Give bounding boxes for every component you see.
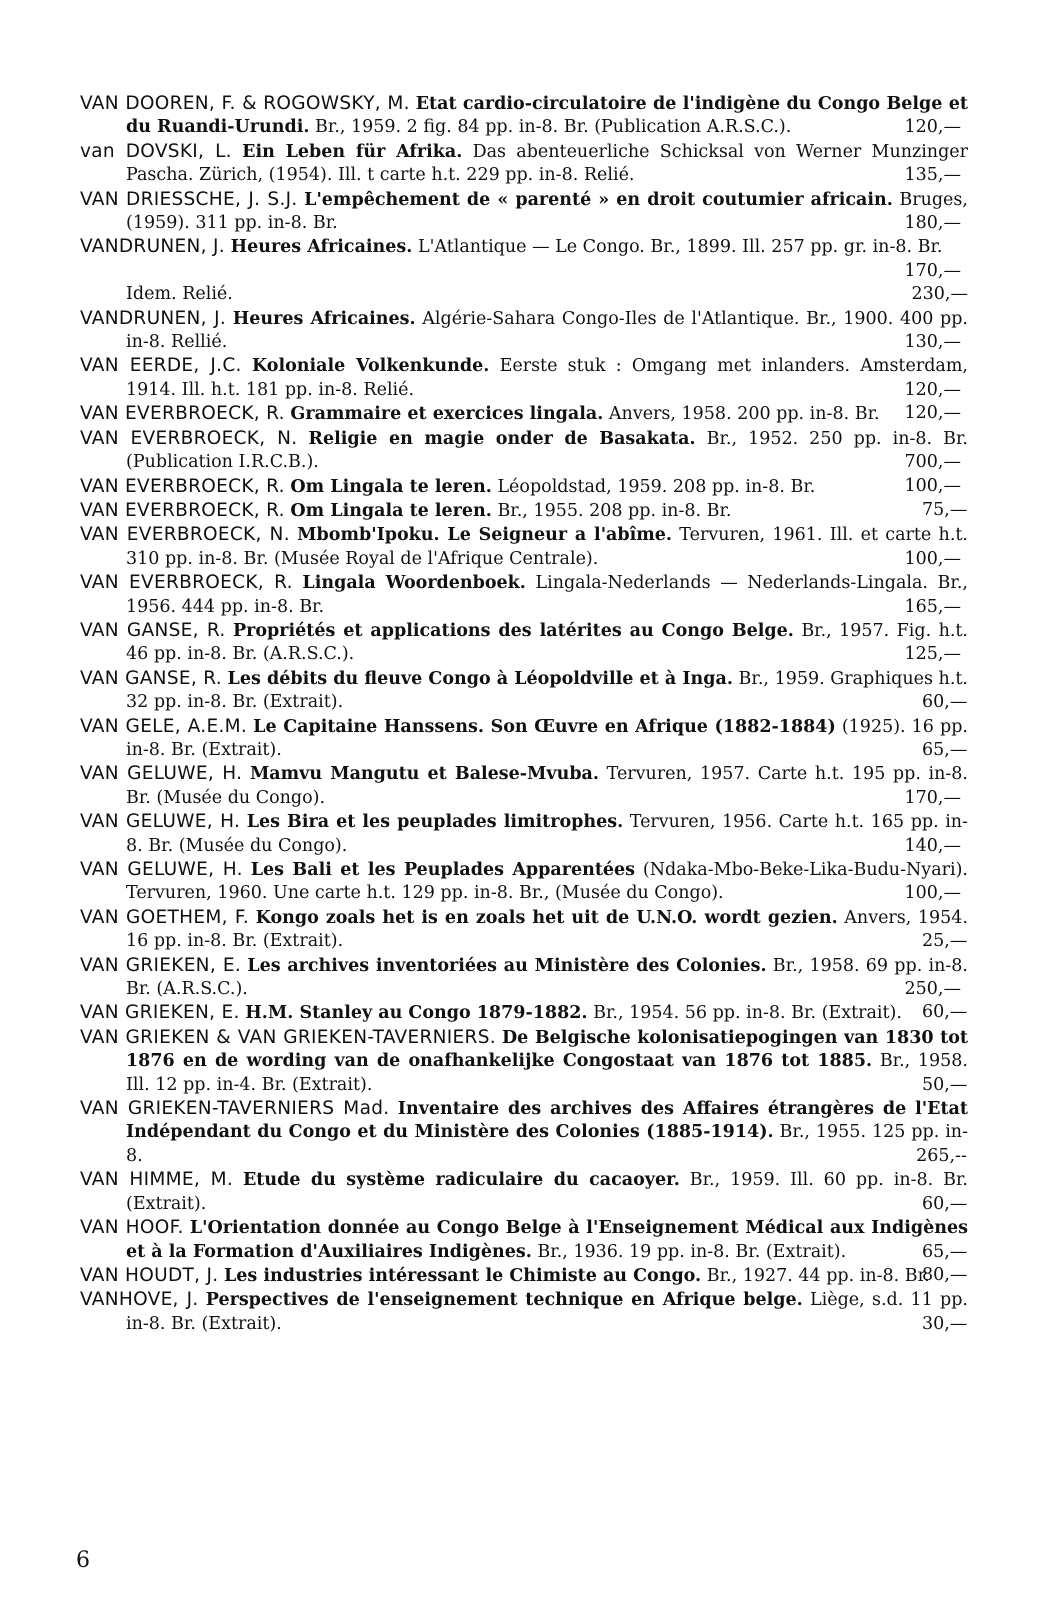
catalogue-entry xyxy=(80,619,968,667)
entry-author: VAN EVERBROECK, R. xyxy=(80,475,285,497)
entry-details: Br., 1936. 19 pp. in-8. Br. (Extrait). xyxy=(537,1241,847,1262)
catalogue-entry: VAN GOETHEM, F. Kongo zoals het is en zoals het uit de U.N.O. wordt gezien. Anvers, 1954. 16 pp. in-8. Br. (Extrait). 25,— xyxy=(80,906,968,952)
entry-title: L'empêchement de « parenté » en droit coutumier africain. xyxy=(304,189,893,210)
entry-details: Br., 1959. Ill. 60 pp. in-8. Br. (Extrait). xyxy=(126,1170,968,1214)
entry-title: Koloniale Volkenkunde. xyxy=(251,356,490,377)
entry-author: VAN GANSE, R. xyxy=(80,619,226,641)
entry-author: VAN EVERBROECK, R. xyxy=(80,499,285,521)
entry-title: Mamvu Mangutu et Balese-Mvuba. xyxy=(249,764,599,785)
entry-price: 135,— xyxy=(904,165,961,186)
catalogue-entry: VANHOVE, J. Perspectives de l'enseignement technique en Afrique belge. Liège, s.d. 11 pp. in-8. Br. (Extrait). 30,— xyxy=(80,1289,968,1334)
entry-author: VAN GOETHEM, F. xyxy=(80,906,250,928)
entry-title: Religie en magie onder de Basakata. xyxy=(308,428,696,449)
catalogue-entry xyxy=(80,92,968,140)
entry-author: VAN GANSE, R. xyxy=(80,667,222,689)
entry-details: Liège, s.d. 11 pp. in-8. Br. (Extrait). xyxy=(126,1290,968,1334)
catalogue-entry: VAN GRIEKEN, E. H.M. Stanley au Congo 1879-1882. Br., 1954. 56 pp. in-8. Br. (Extrait). 60,— xyxy=(80,1002,968,1024)
catalogue-entry xyxy=(80,571,968,619)
entry-author: VAN HOOF. xyxy=(80,1217,184,1239)
entry-details: Bruges, (1959). 311 pp. in-8. Br. xyxy=(126,189,968,234)
entry-price: 700,— xyxy=(904,452,961,473)
entry-details: L'Atlantique — Le Congo. Br., 1899. Ill. 257 pp. gr. in-8. Br. xyxy=(417,237,943,258)
entry-price: 120,— xyxy=(904,117,961,138)
entry-title: Etude du système radiculaire du cacaoyer. xyxy=(242,1170,680,1191)
entry-title: Om Lingala te leren. xyxy=(290,476,492,497)
catalogue-entry xyxy=(80,954,968,1002)
entry-title: Les archives inventoriées au Ministère des Colonies. xyxy=(247,955,767,976)
entry-title: Les débits du fleuve Congo à Léopoldville et à Inga. xyxy=(227,668,733,689)
entry-title: Perspectives de l'enseignement technique en Afrique belge. xyxy=(205,1290,803,1311)
entry-price: 120,— xyxy=(904,379,961,400)
entry-price: 100,— xyxy=(904,548,961,569)
entry-title: Om Lingala te leren. xyxy=(290,500,492,521)
entry-author: VAN EVERBROECK, N. xyxy=(80,524,290,546)
entry-details: Das abenteuerliche Schicksal von Werner Munzinger Pascha. Zürich, (1954). Ill. t carte h.t. 229 pp. in-8. Relié. xyxy=(126,141,968,186)
catalogue-entry xyxy=(80,1097,968,1168)
entry-details: Tervuren, 1956. Carte h.t. 165 pp. in-8. Br. (Musée du Congo). xyxy=(126,812,968,856)
page-number: 6 xyxy=(76,1548,90,1573)
entry-details: Br., 1958. 69 pp. in-8. Br. (A.R.S.C.). xyxy=(126,955,968,1000)
entry-author: VANDRUNEN, J. xyxy=(80,236,225,258)
entry-details: Br., 1927. 44 pp. in-8. Br. xyxy=(706,1265,930,1286)
entry-author: VAN EVERBROECK, R. xyxy=(80,572,293,594)
entry-details: Br., 1959. Graphiques h.t. 32 pp. in-8. Br. (Extrait). xyxy=(126,668,968,713)
entry-price: 230,— xyxy=(911,284,968,305)
entry-price: 120,— xyxy=(904,403,961,424)
entry-details: (Ndaka-Mbo-Beke-Lika-Budu-Nyari). Tervuren, 1960. Une carte h.t. 129 pp. in-8. Br., (Musée du Congo). xyxy=(126,860,968,904)
entry-author: VAN HOUDT, J. xyxy=(80,1264,219,1286)
entry-details: Br., 1954. 56 pp. in-8. Br. (Extrait). xyxy=(593,1003,902,1024)
catalogue-entry-variant xyxy=(80,283,968,306)
entry-price: 250,— xyxy=(904,979,961,1000)
entry-author: VAN EVERBROECK, N. xyxy=(80,427,298,449)
entry-details: (1925). 16 pp. in-8. Br. (Extrait). xyxy=(126,716,968,760)
entry-price: 125,— xyxy=(904,644,961,665)
entry-details: Br., 1955. 208 pp. in-8. Br. xyxy=(497,500,732,521)
entry-author: van DOVSKI, L. xyxy=(80,140,232,162)
catalogue-entry: VAN HIMME, M. Etude du système radiculaire du cacaoyer. Br., 1959. Ill. 60 pp. in-8. Br. (Extrait). 60,— xyxy=(80,1169,968,1214)
entry-title: L'Orientation donnée au Congo Belge à l'Enseignement Médical aux Indigènes et à la Formation d'Auxiliaires Indigènes. xyxy=(126,1218,968,1262)
entry-title: Les Bira et les peuplades limitrophes. xyxy=(246,812,624,833)
catalogue-entry: VAN HOUDT, J. Les industries intéressant le Chimiste au Congo. Br., 1927. 44 pp. in-8. Br. 80,— xyxy=(80,1264,968,1286)
entry-title: Les Bali et les Peuplades Apparentées xyxy=(250,860,636,880)
entry-author: VAN EVERBROECK, R. xyxy=(80,403,285,425)
entry-details: Br., 1955. 125 pp. in-8. xyxy=(126,1122,968,1166)
catalogue-entry xyxy=(80,762,968,810)
catalogue-entry: VAN GANSE, R. Les débits du fleuve Congo à Léopoldville et à Inga. Br., 1959. Graphiques h.t. 32 pp. in-8. Br. (Extrait). 60,— xyxy=(80,667,968,713)
catalogue-entry xyxy=(80,235,968,283)
entry-details: Br., 1952. 250 pp. in-8. Br. (Publication I.R.C.B.). xyxy=(126,428,968,473)
entry-author: VAN GELUWE, H. xyxy=(80,811,241,833)
catalogue-entry xyxy=(80,475,968,499)
entry-price: 100,— xyxy=(904,475,961,496)
entry-title: Heures Africaines. xyxy=(230,237,413,258)
entry-author: VANDRUNEN, J. xyxy=(80,307,227,329)
entry-title: Ein Leben für Afrika. xyxy=(242,141,463,162)
catalogue-entry xyxy=(80,427,968,475)
entry-details: Anvers, 1954. 16 pp. in-8. Br. (Extrait). xyxy=(126,907,968,952)
entry-details: Tervuren, 1957. Carte h.t. 195 pp. in-8. Br. (Musée du Congo). xyxy=(126,764,968,808)
catalogue-entry xyxy=(80,354,968,402)
entry-author: VAN GELE, A.E.M. xyxy=(80,715,248,737)
entry-title: Le Capitaine Hanssens. Son Œuvre en Afrique (1882-1884) xyxy=(253,716,836,737)
entry-author: VAN GRIEKEN-TAVERNIERS Mad. xyxy=(80,1098,390,1120)
entry-title: Heures Africaines. xyxy=(232,308,416,329)
catalogue-entry xyxy=(80,858,968,906)
entry-details: Eerste stuk : Omgang met inlanders. Amsterdam, 1914. Ill. h.t. 181 pp. in-8. Relié. xyxy=(126,356,968,400)
entry-price: 130,— xyxy=(904,332,961,353)
entry-details: Lingala-Nederlands — Nederlands-Lingala. Br., 1956. 444 pp. in-8. Br. xyxy=(126,573,968,617)
entry-author: VAN DOOREN, F. & ROGOWSKY, M. xyxy=(80,93,410,114)
entry-price: 265,-- xyxy=(916,1145,967,1166)
catalogue-entry: VAN EVERBROECK, R. Om Lingala te leren. Br., 1955. 208 pp. in-8. Br. 75,— xyxy=(80,499,968,521)
catalogue-entry: VAN GELE, A.E.M. Le Capitaine Hanssens. Son Œuvre en Afrique (1882-1884) (1925). 16 pp. in-8. Br. (Extrait). 65,— xyxy=(80,715,968,760)
entry-author: VAN GELUWE, H. xyxy=(80,859,243,880)
entry-title: Inventaire des archives des Affaires étrangères de l'Etat Indépendant du Congo et du Ministère des Colonies (1885-1914). xyxy=(126,1099,968,1143)
entry-author: VAN GRIEKEN, E. xyxy=(80,954,242,976)
entry-price: 170,— xyxy=(904,260,961,281)
entry-details: Léopoldstad, 1959. 208 pp. in-8. Br. xyxy=(497,476,816,497)
entry-details: Algérie-Sahara Congo-Iles de l'Atlantique. Br., 1900. 400 pp. in-8. Rellié. xyxy=(126,308,968,353)
catalogue-entry xyxy=(80,523,968,571)
entry-title: Les industries intéressant le Chimiste au Congo. xyxy=(223,1265,702,1286)
entry-title: Lingala Woordenboek. xyxy=(302,573,526,594)
entry-price: 140,— xyxy=(904,835,961,856)
entry-title: Propriétés et applications des latérites au Congo Belge. xyxy=(232,620,794,641)
catalogue-entry: VAN GRIEKEN & VAN GRIEKEN-TAVERNIERS. De Belgische kolonisatiepogingen van 1830 tot 1876 en de wording van de onafhankelijke Congostaat van 1876 tot 1885. Br., 1958. Ill. 12 pp. in-4. Br. (Extrait). 50,— xyxy=(80,1026,968,1095)
entry-title: Etat cardio-circulatoire de l'indigène du Congo Belge et du Ruandi-Urundi. xyxy=(126,94,968,138)
entry-details: Anvers, 1958. 200 pp. in-8. Br. xyxy=(608,404,880,425)
catalogue-entry xyxy=(80,402,968,426)
catalogue-entry xyxy=(80,810,968,858)
entry-title: De Belgische kolonisatiepogingen van 1830 tot 1876 en de wording van de onafhankelijke Congostaat van 1876 tot 1885. xyxy=(126,1027,968,1072)
entry-list xyxy=(80,92,968,1336)
entry-author: VAN GRIEKEN, E. xyxy=(80,1002,240,1024)
entry-details: Br., 1959. 2 fig. 84 pp. in-8. Br. (Publication A.R.S.C.). xyxy=(315,117,792,138)
entry-details: Tervuren, 1961. Ill. et carte h.t. 310 pp. in-8. Br. (Musée Royal de l'Afrique Centrale). xyxy=(126,525,968,569)
entry-title: Mbomb'Ipoku. Le Seigneur a l'abîme. xyxy=(297,525,673,546)
entry-details: Br., 1957. Fig. h.t. 46 pp. in-8. Br. (A.R.S.C.). xyxy=(126,620,968,665)
entry-details: Idem. Relié. xyxy=(126,284,233,305)
entry-author: VAN HIMME, M. xyxy=(80,1169,234,1191)
entry-author: VAN DRIESSCHE, J. S.J. xyxy=(80,188,298,210)
entry-details: Br., 1958. Ill. 12 pp. in-4. Br. (Extrait). xyxy=(126,1051,968,1095)
catalogue-entry: VAN HOOF. L'Orientation donnée au Congo Belge à l'Enseignement Médical aux Indigènes et à la Formation d'Auxiliaires Indigènes. Br., 1936. 19 pp. in-8. Br. (Extrait). 65,— xyxy=(80,1217,968,1262)
catalogue-entry xyxy=(80,140,968,188)
entry-price: 100,— xyxy=(904,883,961,904)
entry-price: 180,— xyxy=(904,213,961,234)
entry-author: VAN EERDE, J.C. xyxy=(80,355,242,377)
entry-title: Kongo zoals het is en zoals het uit de U.N.O. wordt gezien. xyxy=(255,907,838,928)
entry-author: VAN GRIEKEN & VAN GRIEKEN-TAVERNIERS. xyxy=(80,1026,496,1048)
entry-title: H.M. Stanley au Congo 1879-1882. xyxy=(245,1003,588,1024)
entry-author: VANHOVE, J. xyxy=(80,1289,199,1311)
entry-price: 165,— xyxy=(904,596,961,617)
catalogue-entry xyxy=(80,307,968,355)
catalogue-entry xyxy=(80,188,968,236)
entry-price: 170,— xyxy=(904,787,961,808)
entry-title: Grammaire et exercices lingala. xyxy=(290,404,604,425)
entry-author: VAN GELUWE, H. xyxy=(80,763,243,785)
